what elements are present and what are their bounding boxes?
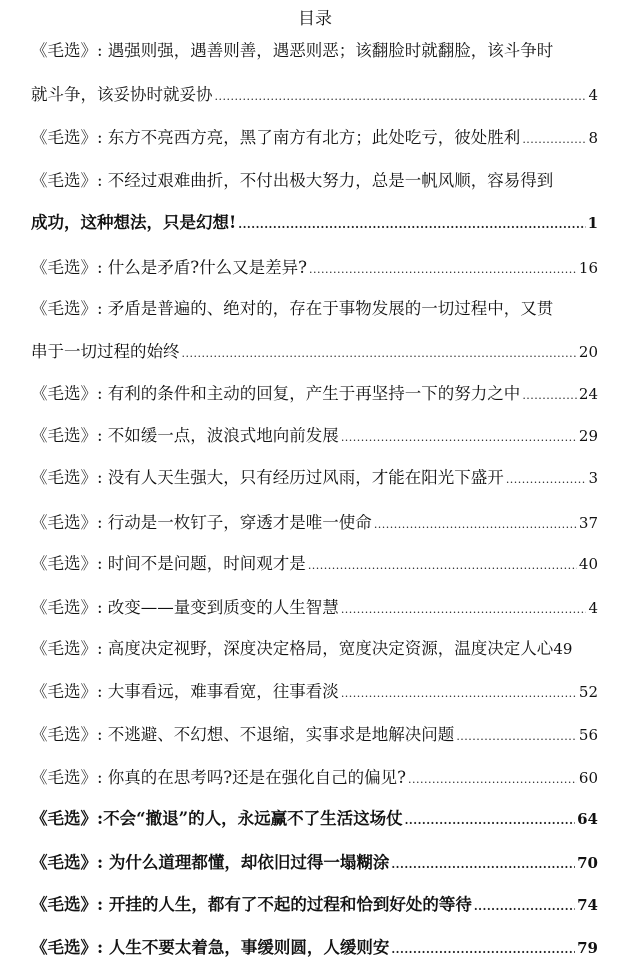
toc-entry-line [31, 937, 598, 961]
dot-leader [474, 896, 575, 918]
toc-entry-text: 《毛选》: 为什么道理都懂，却依旧过得一塌糊涂 [31, 853, 390, 872]
toc-entry-text: 《毛选》: 什么是矛盾?什么又是差异? [31, 258, 307, 277]
toc-page-number: 4 [588, 86, 598, 104]
toc-entry-text: 串于一切过程的始终 [31, 342, 180, 361]
toc-entry-line [31, 257, 598, 281]
dot-leader [408, 769, 577, 791]
toc-entry-text: 《毛选》: 遇强则强，遇善则善，遇恶则恶；该翻脸时就翻脸，该斗争时 [31, 41, 554, 60]
dot-leader [391, 854, 575, 876]
toc-entry-text: 《毛选》: 改变——量变到质变的人生智慧 [31, 598, 339, 617]
toc-entry-line [31, 84, 598, 108]
toc-entry-line [31, 127, 598, 151]
toc-page-number: 4 [588, 599, 598, 617]
toc-entry-text: 《毛选》: 矛盾是普遍的、绝对的，存在于事物发展的一切过程中，又贯 [31, 299, 554, 318]
toc-entry-line [31, 681, 598, 705]
toc-page-number: 1 [587, 214, 598, 232]
toc-entry-line [31, 170, 598, 192]
toc-entry-line [31, 808, 598, 832]
toc-entry-line [31, 298, 598, 320]
toc-entry-line [31, 425, 598, 449]
toc-page-number: 64 [577, 810, 598, 828]
dot-leader [522, 385, 577, 407]
toc-page-number: 52 [578, 683, 598, 701]
toc-page-number: 79 [577, 939, 598, 957]
toc-page-number: 24 [578, 385, 598, 403]
toc-page-number: 40 [578, 555, 598, 573]
toc-entry-text: 成功，这种想法，只是幻想! [31, 213, 237, 232]
dot-leader [238, 214, 585, 236]
toc-page-number: 29 [578, 427, 598, 445]
dot-leader [182, 343, 577, 365]
toc-entry-text: 《毛选》: 你真的在思考吗?还是在强化自己的偏见? [31, 768, 406, 787]
toc-page-number: 74 [577, 896, 598, 914]
dot-leader [456, 726, 577, 748]
toc-entry-text: 就斗争，该妥协时就妥协 [31, 85, 213, 104]
dot-leader [215, 86, 587, 108]
toc-page-number: 3 [588, 469, 598, 487]
toc-entry-text: 《毛选》: 人生不要太着急，事缓则圆，人缓则安 [31, 938, 390, 957]
toc-entry-line [31, 894, 598, 918]
toc-entry-text: 《毛选》: 没有人天生强大，只有经历过风雨，才能在阳光下盛开 [31, 468, 504, 487]
toc-entry-line [31, 724, 598, 748]
dot-leader [391, 939, 575, 961]
toc-title: 目录 [298, 9, 332, 29]
dot-leader [341, 599, 587, 621]
toc-page-number: 70 [577, 854, 598, 872]
dot-leader [341, 683, 577, 705]
toc-entry-text: 《毛选》: 开挂的人生，都有了不起的过程和恰到好处的等待 [31, 895, 472, 914]
dot-leader [341, 427, 577, 449]
toc-entry-text: 《毛选》: 东方不亮西方亮，黑了南方有北方；此处吃亏，彼处胜利 [31, 128, 521, 147]
toc-entry-line [31, 852, 598, 876]
toc-entry-line [31, 383, 598, 407]
dot-leader [405, 810, 576, 832]
toc-page-number: 49 [553, 640, 573, 658]
toc-entry-text: 《毛选》: 大事看远，难事看宽，往事看淡 [31, 682, 339, 701]
dot-leader [522, 129, 586, 151]
toc-page-number: 60 [578, 769, 598, 787]
toc-page-number: 16 [578, 259, 598, 277]
toc-entry-line [31, 212, 598, 236]
dot-leader [374, 514, 577, 536]
toc-entry-line [31, 341, 598, 365]
toc-page-number: 56 [578, 726, 598, 744]
toc-entry-text: 《毛选》: 行动是一枚钉子，穿透才是唯一使命 [31, 513, 372, 532]
toc-entry-line [31, 467, 598, 491]
dot-leader [506, 469, 587, 491]
toc-page-number: 20 [578, 343, 598, 361]
toc-entry-text: 《毛选》: 时间不是问题，时间观才是 [31, 554, 306, 573]
toc-page-number: 8 [588, 129, 598, 147]
toc-entry-line [31, 638, 598, 660]
toc-entry-line [31, 553, 598, 577]
toc-entry-text: 《毛选》: 不如缓一点，波浪式地向前发展 [31, 426, 339, 445]
toc-entry-line [31, 767, 598, 791]
toc-entry-line [31, 512, 598, 536]
toc-entry-line [31, 40, 598, 62]
dot-leader [309, 259, 577, 281]
toc-entry-line [31, 597, 598, 621]
toc-entry-text: 《毛选》:不会“撤退”的人，永远赢不了生活这场仗 [31, 809, 403, 828]
toc-entry-text: 《毛选》: 不逃避、不幻想、不退缩，实事求是地解决问题 [31, 725, 455, 744]
toc-entry-text: 《毛选》: 高度决定视野，深度决定格局，宽度决定资源，温度决定人心 [31, 639, 554, 658]
toc-entry-text: 《毛选》: 不经过艰难曲折，不付出极大努力，总是一帆风顺，容易得到 [31, 171, 554, 190]
toc-entry-text: 《毛选》: 有利的条件和主动的回复，产生于再坚持一下的努力之中 [31, 384, 521, 403]
toc-page-number: 37 [578, 514, 598, 532]
dot-leader [308, 555, 577, 577]
